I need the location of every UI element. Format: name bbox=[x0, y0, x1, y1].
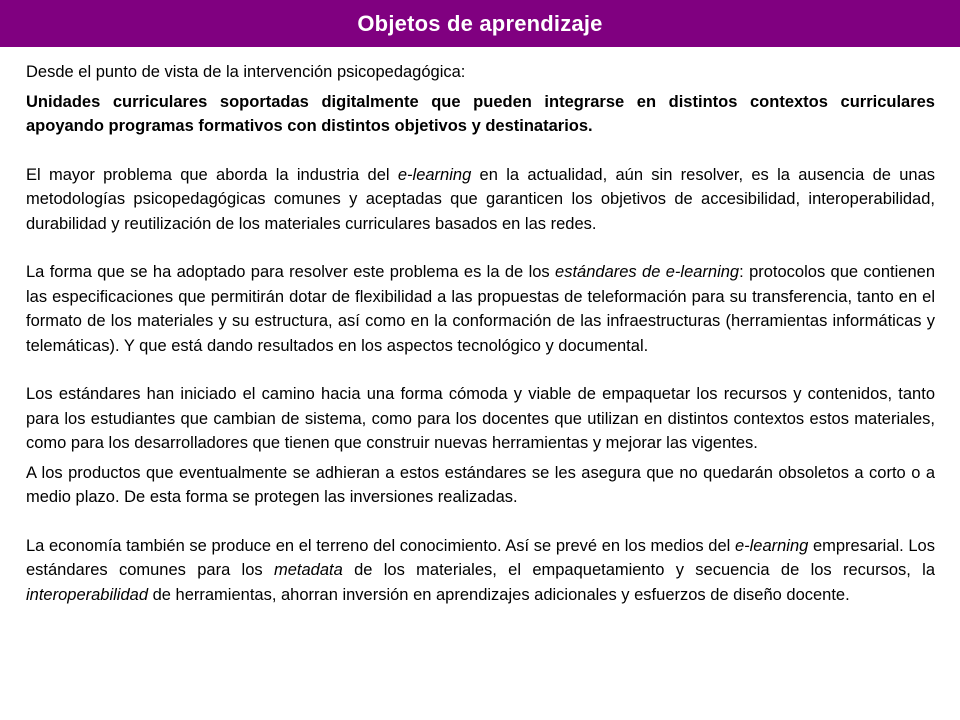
paragraph-standards-text-a: La forma que se ha adoptado para resolver este problema es la de los bbox=[26, 263, 556, 281]
paragraph-economy-emphasis-3: interoperabilidad bbox=[26, 585, 149, 604]
paragraph-economy-text-c: de los materiales, el empaquetamiento y secuencia de los recursos, la bbox=[342, 561, 935, 579]
paragraph-packaging: Los estándares han iniciado el camino hacia una forma cómoda y viable de empaquetar los recursos y contenidos, tanto para los estudiantes que cambian de sistema, como para los docentes que utilizan en distintos contextos estos materiales, como para los desarrolladores que tienen que construir nuevas herramientas y mejorar las vigentes. bbox=[26, 385, 935, 452]
paragraph-economy-emphasis-2: metadata bbox=[273, 561, 343, 579]
paragraph-problem-emphasis: e-learning bbox=[397, 165, 472, 184]
paragraph-products: A los productos que eventualmente se adhieran a estos estándares se les asegura que no quedarán obsoletos a corto o a medio plazo. De esta forma se protegen las inversiones realizadas. bbox=[26, 463, 935, 506]
paragraph-economy bbox=[26, 534, 935, 608]
paragraph-economy-text-a: La economía también se produce en el terreno del conocimiento. Así se prevé en los medios del bbox=[26, 536, 735, 555]
slide-content bbox=[26, 60, 935, 720]
paragraph-economy-text-d: de herramientas, ahorran inversión en aprendizajes adicionales y esfuerzos de diseño docente. bbox=[148, 585, 850, 604]
paragraph-economy-text-b: empresarial. Los estándares comunes para los bbox=[26, 536, 935, 579]
title-bar bbox=[0, 0, 960, 47]
paragraph-standards-text-b: : protocolos que contienen las especificaciones que permitirán dotar de flexibilidad a las propuestas de teleformación para su transferencia, tanto en el formato de los materiales y su estructura, así como en la conformación de las infraestructuras (herramientas informáticas y telemáticas). Y que está dando resultados en los aspectos tecnológico y documental. bbox=[26, 263, 935, 355]
paragraph-standards bbox=[26, 260, 935, 358]
definition-paragraph: Unidades curriculares soportadas digitalmente que pueden integrarse en distintos contextos curriculares apoyando programas formativos con distintos objetivos y destinatarios. bbox=[26, 92, 935, 135]
paragraph-economy-emphasis-1: e-learning bbox=[734, 536, 809, 555]
paragraph-standards-emphasis: estándares de e-learning bbox=[555, 263, 740, 281]
paragraph-problem-text-a: El mayor problema que aborda la industria del bbox=[26, 165, 398, 184]
intro-paragraph: Desde el punto de vista de la intervención psicopedagógica: bbox=[26, 63, 466, 81]
paragraph-problem bbox=[26, 163, 935, 237]
slide-title: Objetos de aprendizaje bbox=[357, 10, 603, 36]
paragraph-problem-text-b: en la actualidad, aún sin resolver, es la ausencia de unas metodologías psicopedagógicas comunes y aceptadas que garanticen los objetivos de accesibilidad, interoperabilidad, durabilidad y reutilización de los materiales curriculares basados en las redes. bbox=[26, 165, 935, 233]
